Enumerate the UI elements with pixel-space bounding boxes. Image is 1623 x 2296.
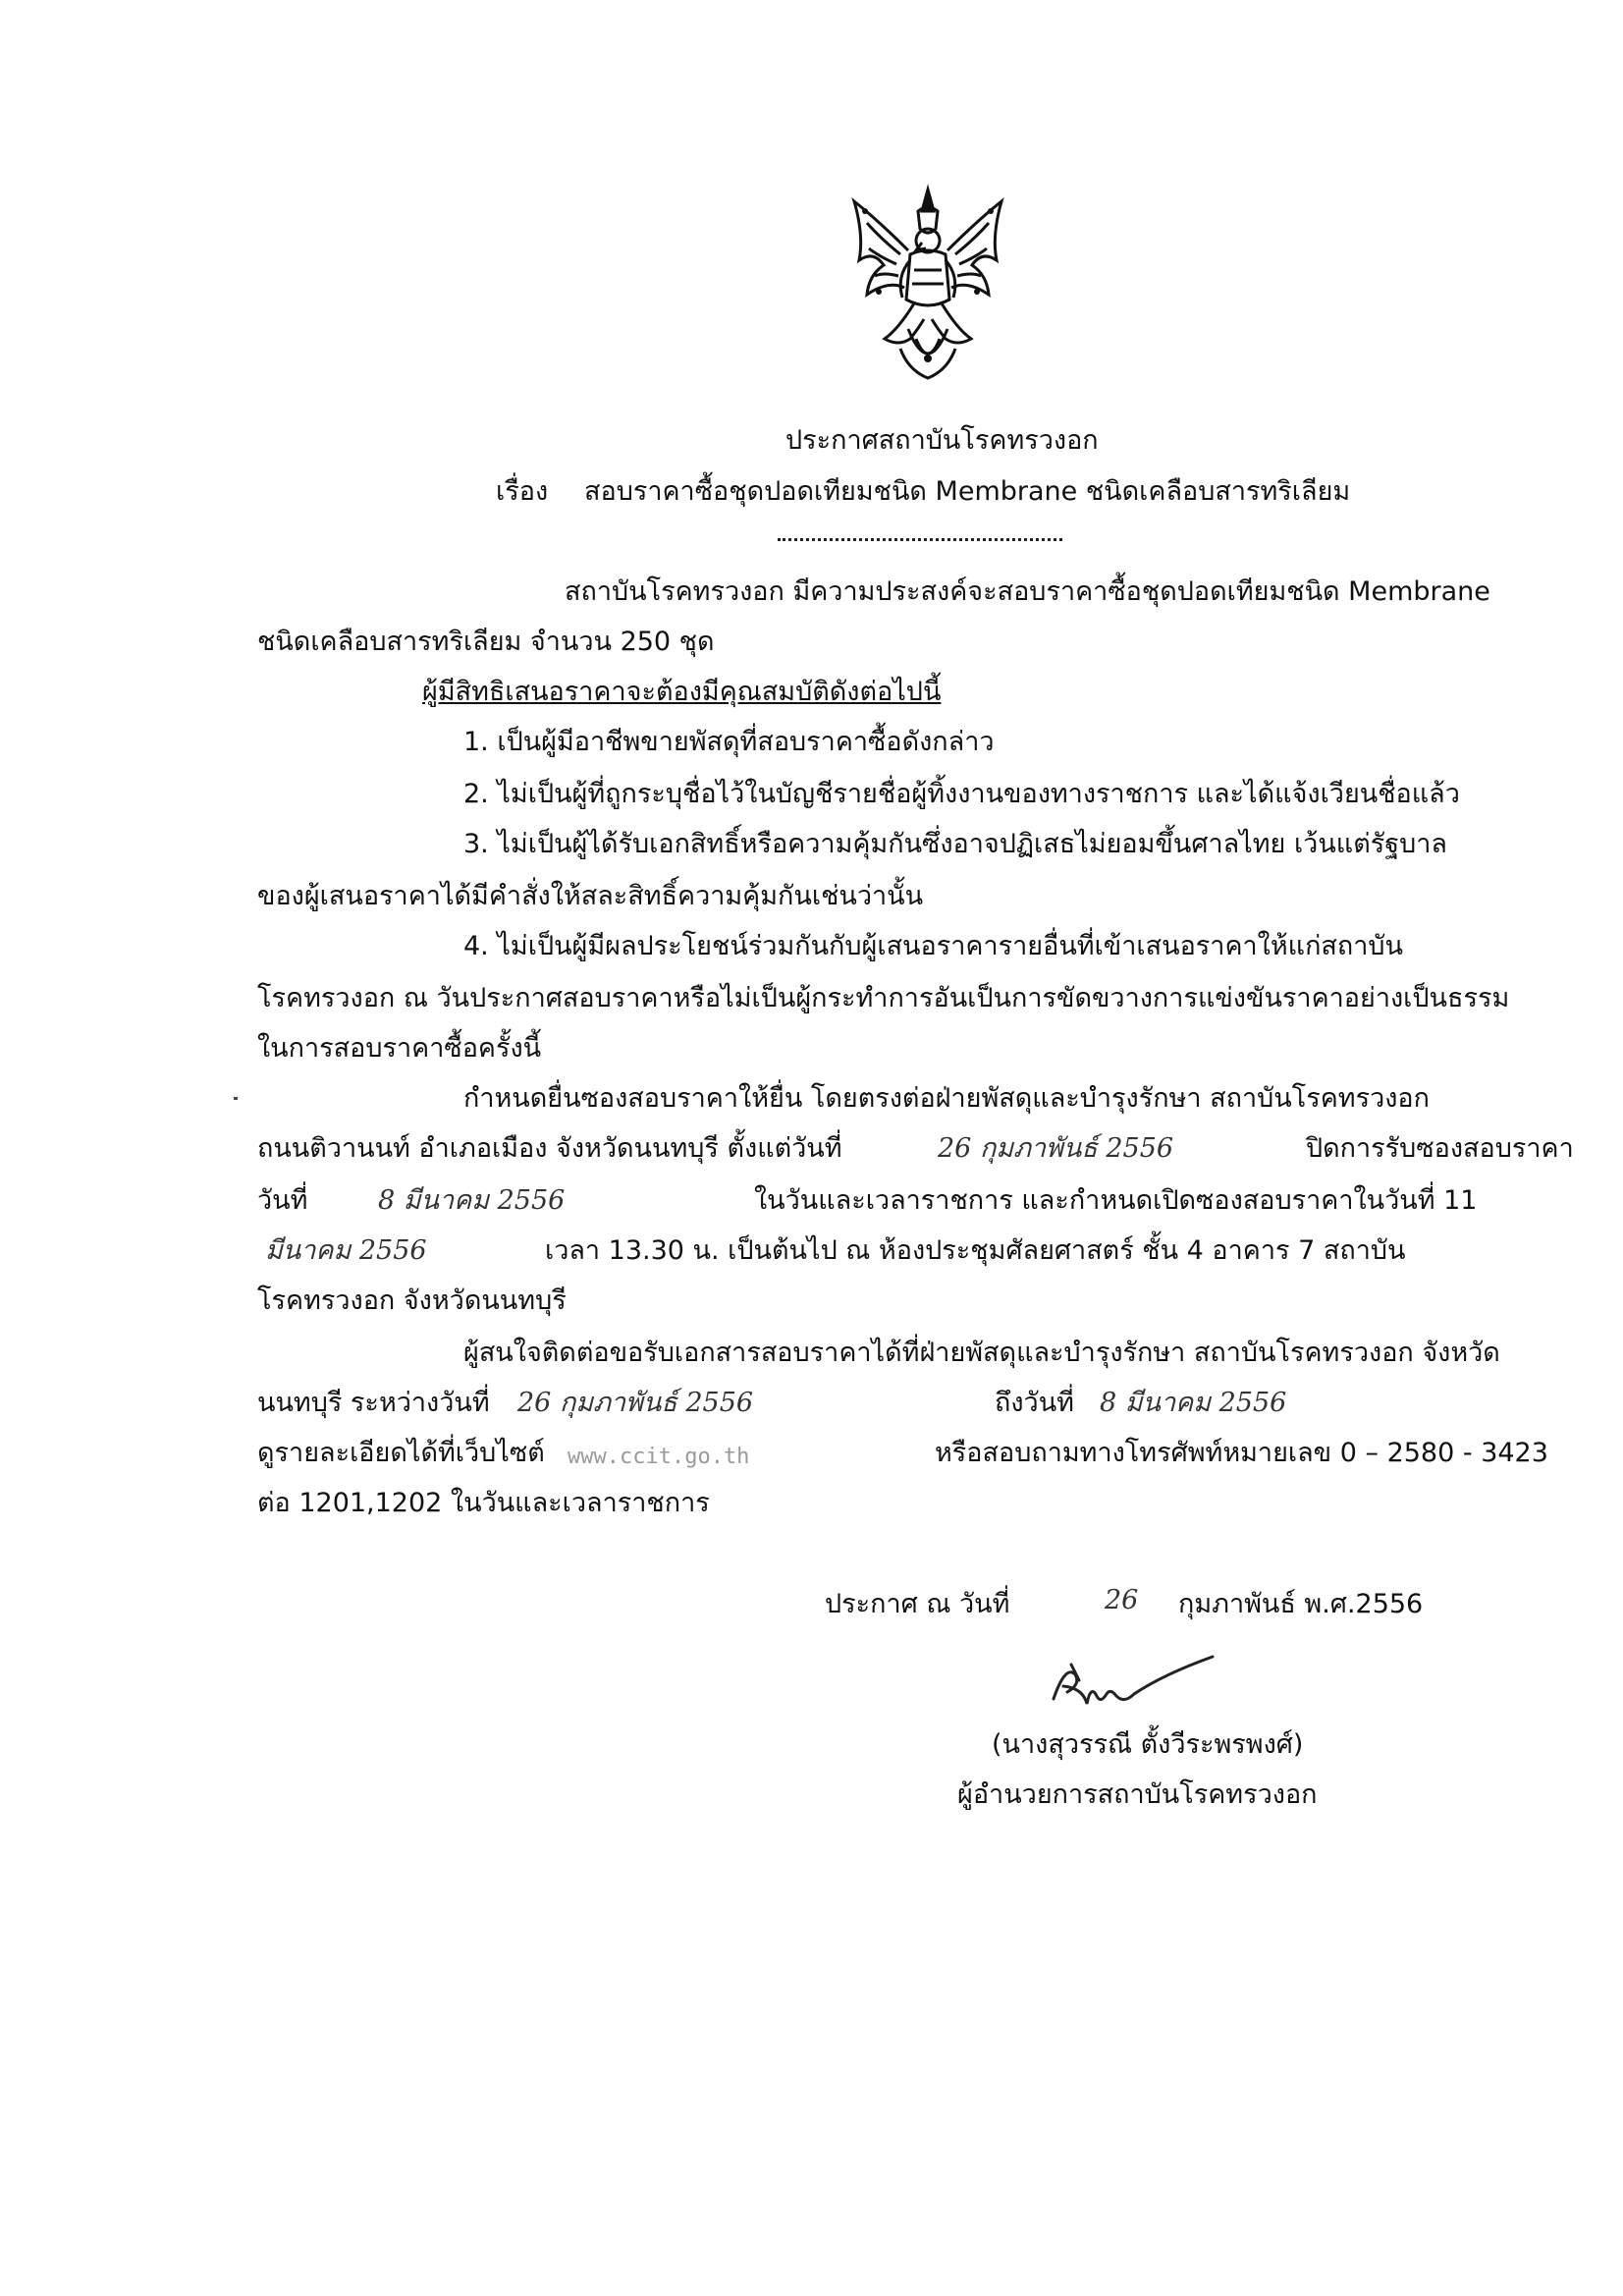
submission-line-2-close: ปิดการรับซองสอบราคา xyxy=(1306,1133,1574,1164)
handwritten-signature xyxy=(1036,1645,1232,1723)
qualification-4-line-3: ในการสอบราคาซื้อครั้งนี้ xyxy=(257,1033,542,1064)
website-url: www.ccit.go.th xyxy=(568,1445,750,1469)
submission-line-1: กำหนดยื่นซองสอบราคาให้ยื่น โดยตรงต่อฝ่ายพัสดุและบำรุงรักษา สถาบันโรคทรวงอก xyxy=(463,1083,1430,1114)
submission-start-date: 26 กุมภาพันธ์ 2556 xyxy=(938,1133,1174,1164)
submission-line-5: โรคทรวงอก จังหวัดนนทบุรี xyxy=(257,1285,567,1316)
qualification-4-line-1: 4. ไม่เป็นผู้มีผลประโยชน์ร่วมกันกับผู้เสนอราคารายอื่นที่เข้าเสนอราคาให้แก่สถาบัน xyxy=(463,931,1403,961)
announce-date-label: ประกาศ ณ วันที่ xyxy=(825,1589,1010,1619)
document-line-2-text: นนทบุรี ระหว่างวันที่ xyxy=(257,1388,490,1418)
document-line-1: ผู้สนใจติดต่อขอรับเอกสารสอบราคาได้ที่ฝ่ายพัสดุและบำรุงรักษา สถาบันโรคทรวงอก จังหวัด xyxy=(463,1338,1500,1368)
document-line-3-text: ดูรายละเอียดได้ที่เว็บไซต์ xyxy=(257,1438,545,1468)
opening-date: มีนาคม 2556 xyxy=(265,1235,427,1266)
subject-text: สอบราคาซื้อชุดปอดเทียมชนิด Membrane ชนิดเคลือบสารทริเลียม xyxy=(584,476,1351,507)
submission-line-2-text: ถนนติวานนท์ อำเภอเมือง จังหวัดนนทบุรี ตั้งแต่วันที่ xyxy=(257,1133,842,1164)
scan-speck xyxy=(234,1097,238,1100)
document-end-date: 8 มีนาคม 2556 xyxy=(1100,1388,1287,1418)
qualification-2: 2. ไม่เป็นผู้ที่ถูกระบุชื่อไว้ในบัญชีรายชื่อผู้ทิ้งงานของทางราชการ และได้แจ้งเวียนชื่อแล้ว xyxy=(463,779,1460,809)
document-line-2-to: ถึงวันที่ xyxy=(995,1388,1074,1418)
qualification-3-line-2: ของผู้เสนอราคาได้มีคำสั่งให้สละสิทธิ์ความคุ้มกันเช่นว่านั้น xyxy=(257,881,924,911)
submission-line-4-text: เวลา 13.30 น. เป็นต้นไป ณ ห้องประชุมศัลยศาสตร์ ชั้น 4 อาคาร 7 สถาบัน xyxy=(545,1235,1406,1266)
signer-name: (นางสุวรรณี ตั้งวีระพรพงศ์) xyxy=(992,1729,1304,1760)
dotted-separator xyxy=(778,538,1062,541)
announce-day: 26 xyxy=(1105,1585,1139,1615)
submission-line-3-text: ในวันและเวลาราชการ และกำหนดเปิดซองสอบราคาในวันที่ 11 xyxy=(754,1185,1478,1216)
document-line-3-phone: หรือสอบถามทางโทรศัพท์หมายเลข 0 – 2580 - 3423 xyxy=(935,1438,1548,1468)
qualification-3-line-1: 3. ไม่เป็นผู้ได้รับเอกสิทธิ์หรือความคุ้มกันซึ่งอาจปฏิเสธไม่ยอมขึ้นศาลไทย เว้นแต่รัฐบาล xyxy=(463,829,1447,859)
intro-line-1: สถาบันโรคทรวงอก มีความประสงค์จะสอบราคาซื้อชุดปอดเทียมชนิด Membrane xyxy=(565,576,1490,607)
announce-month-year: กุมภาพันธ์ พ.ศ.2556 xyxy=(1178,1589,1424,1619)
document-line-4: ต่อ 1201,1202 ในวันและเวลาราชการ xyxy=(257,1488,710,1518)
document-start-date: 26 กุมภาพันธ์ 2556 xyxy=(517,1388,754,1418)
intro-line-2: ชนิดเคลือบสารทริเลียม จำนวน 250 ชุด xyxy=(257,627,715,657)
qualification-1: 1. เป็นผู้มีอาชีพขายพัสดุที่สอบราคาซื้อดังกล่าว xyxy=(463,727,995,757)
garuda-emblem-icon xyxy=(839,182,1016,388)
document-title: ประกาศสถาบันโรคทรวงอก xyxy=(785,425,1099,456)
submission-close-date: 8 มีนาคม 2556 xyxy=(378,1185,566,1216)
qualification-4-line-2: โรคทรวงอก ณ วันประกาศสอบราคาหรือไม่เป็นผู้กระทำการอันเป็นการขัดขวางการแข่งขันราคาอย่างเป็นธรรม xyxy=(257,983,1510,1013)
submission-line-3-label: วันที่ xyxy=(257,1185,308,1216)
signer-title: ผู้อำนวยการสถาบันโรคทรวงอก xyxy=(957,1779,1318,1810)
qualifications-heading: ผู้มีสิทธิเสนอราคาจะต้องมีคุณสมบัติดังต่อไปนี้ xyxy=(422,677,942,707)
subject-label: เรื่อง xyxy=(496,476,549,507)
